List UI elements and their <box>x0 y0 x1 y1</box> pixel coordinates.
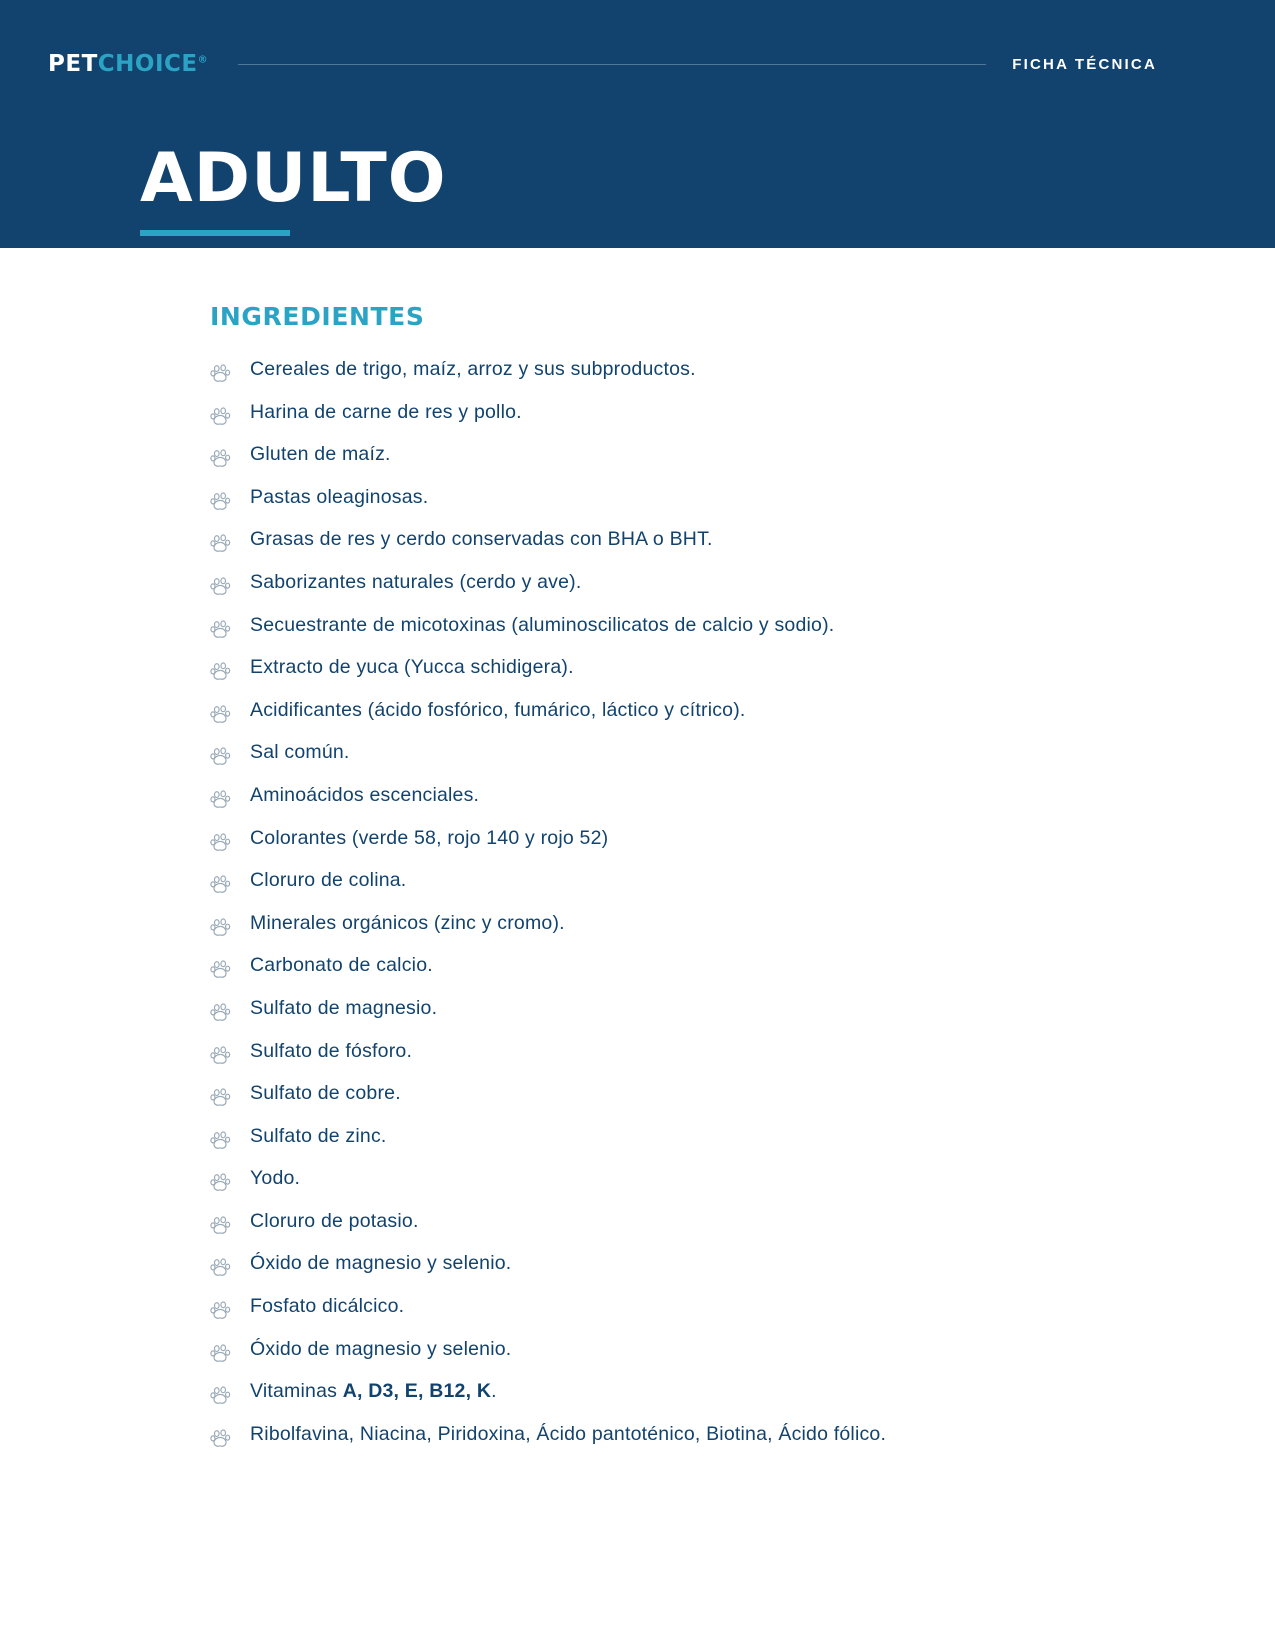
main-content <box>0 248 1275 1462</box>
list-item-label: Cereales de trigo, maíz, arroz y sus subproductos. <box>250 358 696 380</box>
ingredients-list <box>210 355 1275 1462</box>
list-item <box>210 909 1275 952</box>
list-item-label: Acidificantes (ácido fosfórico, fumárico, láctico y cítrico). <box>250 698 746 721</box>
list-item <box>210 738 1275 781</box>
list-item-label: Óxido de magnesio y selenio. <box>250 1252 512 1275</box>
paw-icon <box>210 1001 232 1023</box>
paw-icon <box>210 1342 232 1364</box>
list-item <box>210 398 1275 441</box>
list-item-label: Sal común. <box>250 741 350 764</box>
list-item <box>210 1122 1275 1165</box>
page-header <box>0 0 1275 248</box>
paw-icon <box>210 405 232 427</box>
list-item-label: Óxido de magnesio y selenio. <box>250 1337 512 1360</box>
paw-icon <box>210 1427 232 1449</box>
paw-icon <box>210 490 232 512</box>
list-item-label: Aminoácidos escenciales. <box>250 783 480 806</box>
paw-icon <box>210 447 232 469</box>
list-item-label: Minerales orgánicos (zinc y cromo). <box>250 911 565 934</box>
list-item <box>210 611 1275 654</box>
title-underline <box>140 230 290 236</box>
paw-icon <box>210 1171 232 1193</box>
list-item <box>210 525 1275 568</box>
list-item-label: Yodo. <box>250 1167 301 1190</box>
paw-icon <box>210 1086 232 1108</box>
paw-icon <box>210 532 232 554</box>
list-item <box>210 1292 1275 1335</box>
list-item-label: Sulfato de zinc. <box>250 1124 387 1147</box>
list-item-label: Secuestrante de micotoxinas (aluminoscilicatos de calcio y sodio). <box>250 613 835 636</box>
list-item <box>210 653 1275 696</box>
list-item <box>210 1037 1275 1080</box>
list-item <box>210 951 1275 994</box>
list-item-label: Cloruro de potasio. <box>250 1209 419 1232</box>
section-title-ingredientes: INGREDIENTES <box>210 302 425 331</box>
list-item-label: Extracto de yuca (Yucca schidigera). <box>250 656 574 679</box>
list-item <box>210 994 1275 1037</box>
list-item-label: Fosfato dicálcico. <box>250 1295 405 1318</box>
header-divider-line <box>238 64 986 65</box>
list-item-label: Colorantes (verde 58, rojo 140 y rojo 52) <box>250 826 609 849</box>
logo-registered-mark: ® <box>197 54 209 66</box>
list-item-label: Saborizantes naturales (cerdo y ave). <box>250 570 582 593</box>
paw-icon <box>210 1256 232 1278</box>
paw-icon <box>210 575 232 597</box>
list-item-label: Vitaminas A, D3, E, B12, K. <box>250 1380 497 1403</box>
paw-icon <box>210 788 232 810</box>
paw-icon <box>210 745 232 767</box>
paw-icon <box>210 1044 232 1066</box>
paw-icon <box>210 831 232 853</box>
list-item <box>210 483 1275 526</box>
paw-icon <box>210 873 232 895</box>
list-item <box>210 1335 1275 1378</box>
logo-pet-text: PET <box>48 51 98 77</box>
list-item <box>210 1079 1275 1122</box>
paw-icon <box>210 1384 232 1406</box>
list-item <box>210 1249 1275 1292</box>
list-item-label: Ribolfavina, Niacina, Piridoxina, Ácido pantoténico, Biotina, Ácido fólico. <box>250 1422 887 1445</box>
list-item-label: Cloruro de colina. <box>250 869 407 892</box>
brand-logo <box>48 51 208 77</box>
list-item-label: Gluten de maíz. <box>250 443 391 466</box>
list-item-label: Carbonato de calcio. <box>250 954 433 977</box>
list-item-label: Pastas oleaginosas. <box>250 485 429 508</box>
list-item <box>210 1207 1275 1250</box>
paw-icon <box>210 362 232 384</box>
logo-choice-text: CHOICE <box>97 51 198 77</box>
paw-icon <box>210 660 232 682</box>
list-item <box>210 696 1275 739</box>
list-item-label: Sulfato de magnesio. <box>250 996 438 1019</box>
list-item-label: Harina de carne de res y pollo. <box>250 400 522 423</box>
paw-icon <box>210 1129 232 1151</box>
list-item <box>210 440 1275 483</box>
list-item-label: Sulfato de cobre. <box>250 1082 401 1105</box>
header-top-row <box>0 0 1275 86</box>
paw-icon <box>210 1299 232 1321</box>
list-item <box>210 1377 1275 1420</box>
list-item <box>210 1420 1275 1463</box>
list-item <box>210 568 1275 611</box>
list-item <box>210 866 1275 909</box>
list-item-label: Grasas de res y cerdo conservadas con BHA o BHT. <box>250 528 713 551</box>
title-block <box>140 139 447 236</box>
paw-icon <box>210 703 232 725</box>
page-title: ADULTO <box>140 139 447 218</box>
list-item <box>210 1164 1275 1207</box>
list-item <box>210 355 1275 398</box>
list-item <box>210 781 1275 824</box>
paw-icon <box>210 958 232 980</box>
list-item-label: Sulfato de fósforo. <box>250 1039 413 1062</box>
header-document-type: FICHA TÉCNICA <box>1012 55 1157 73</box>
list-item <box>210 824 1275 867</box>
paw-icon <box>210 1214 232 1236</box>
paw-icon <box>210 618 232 640</box>
paw-icon <box>210 916 232 938</box>
